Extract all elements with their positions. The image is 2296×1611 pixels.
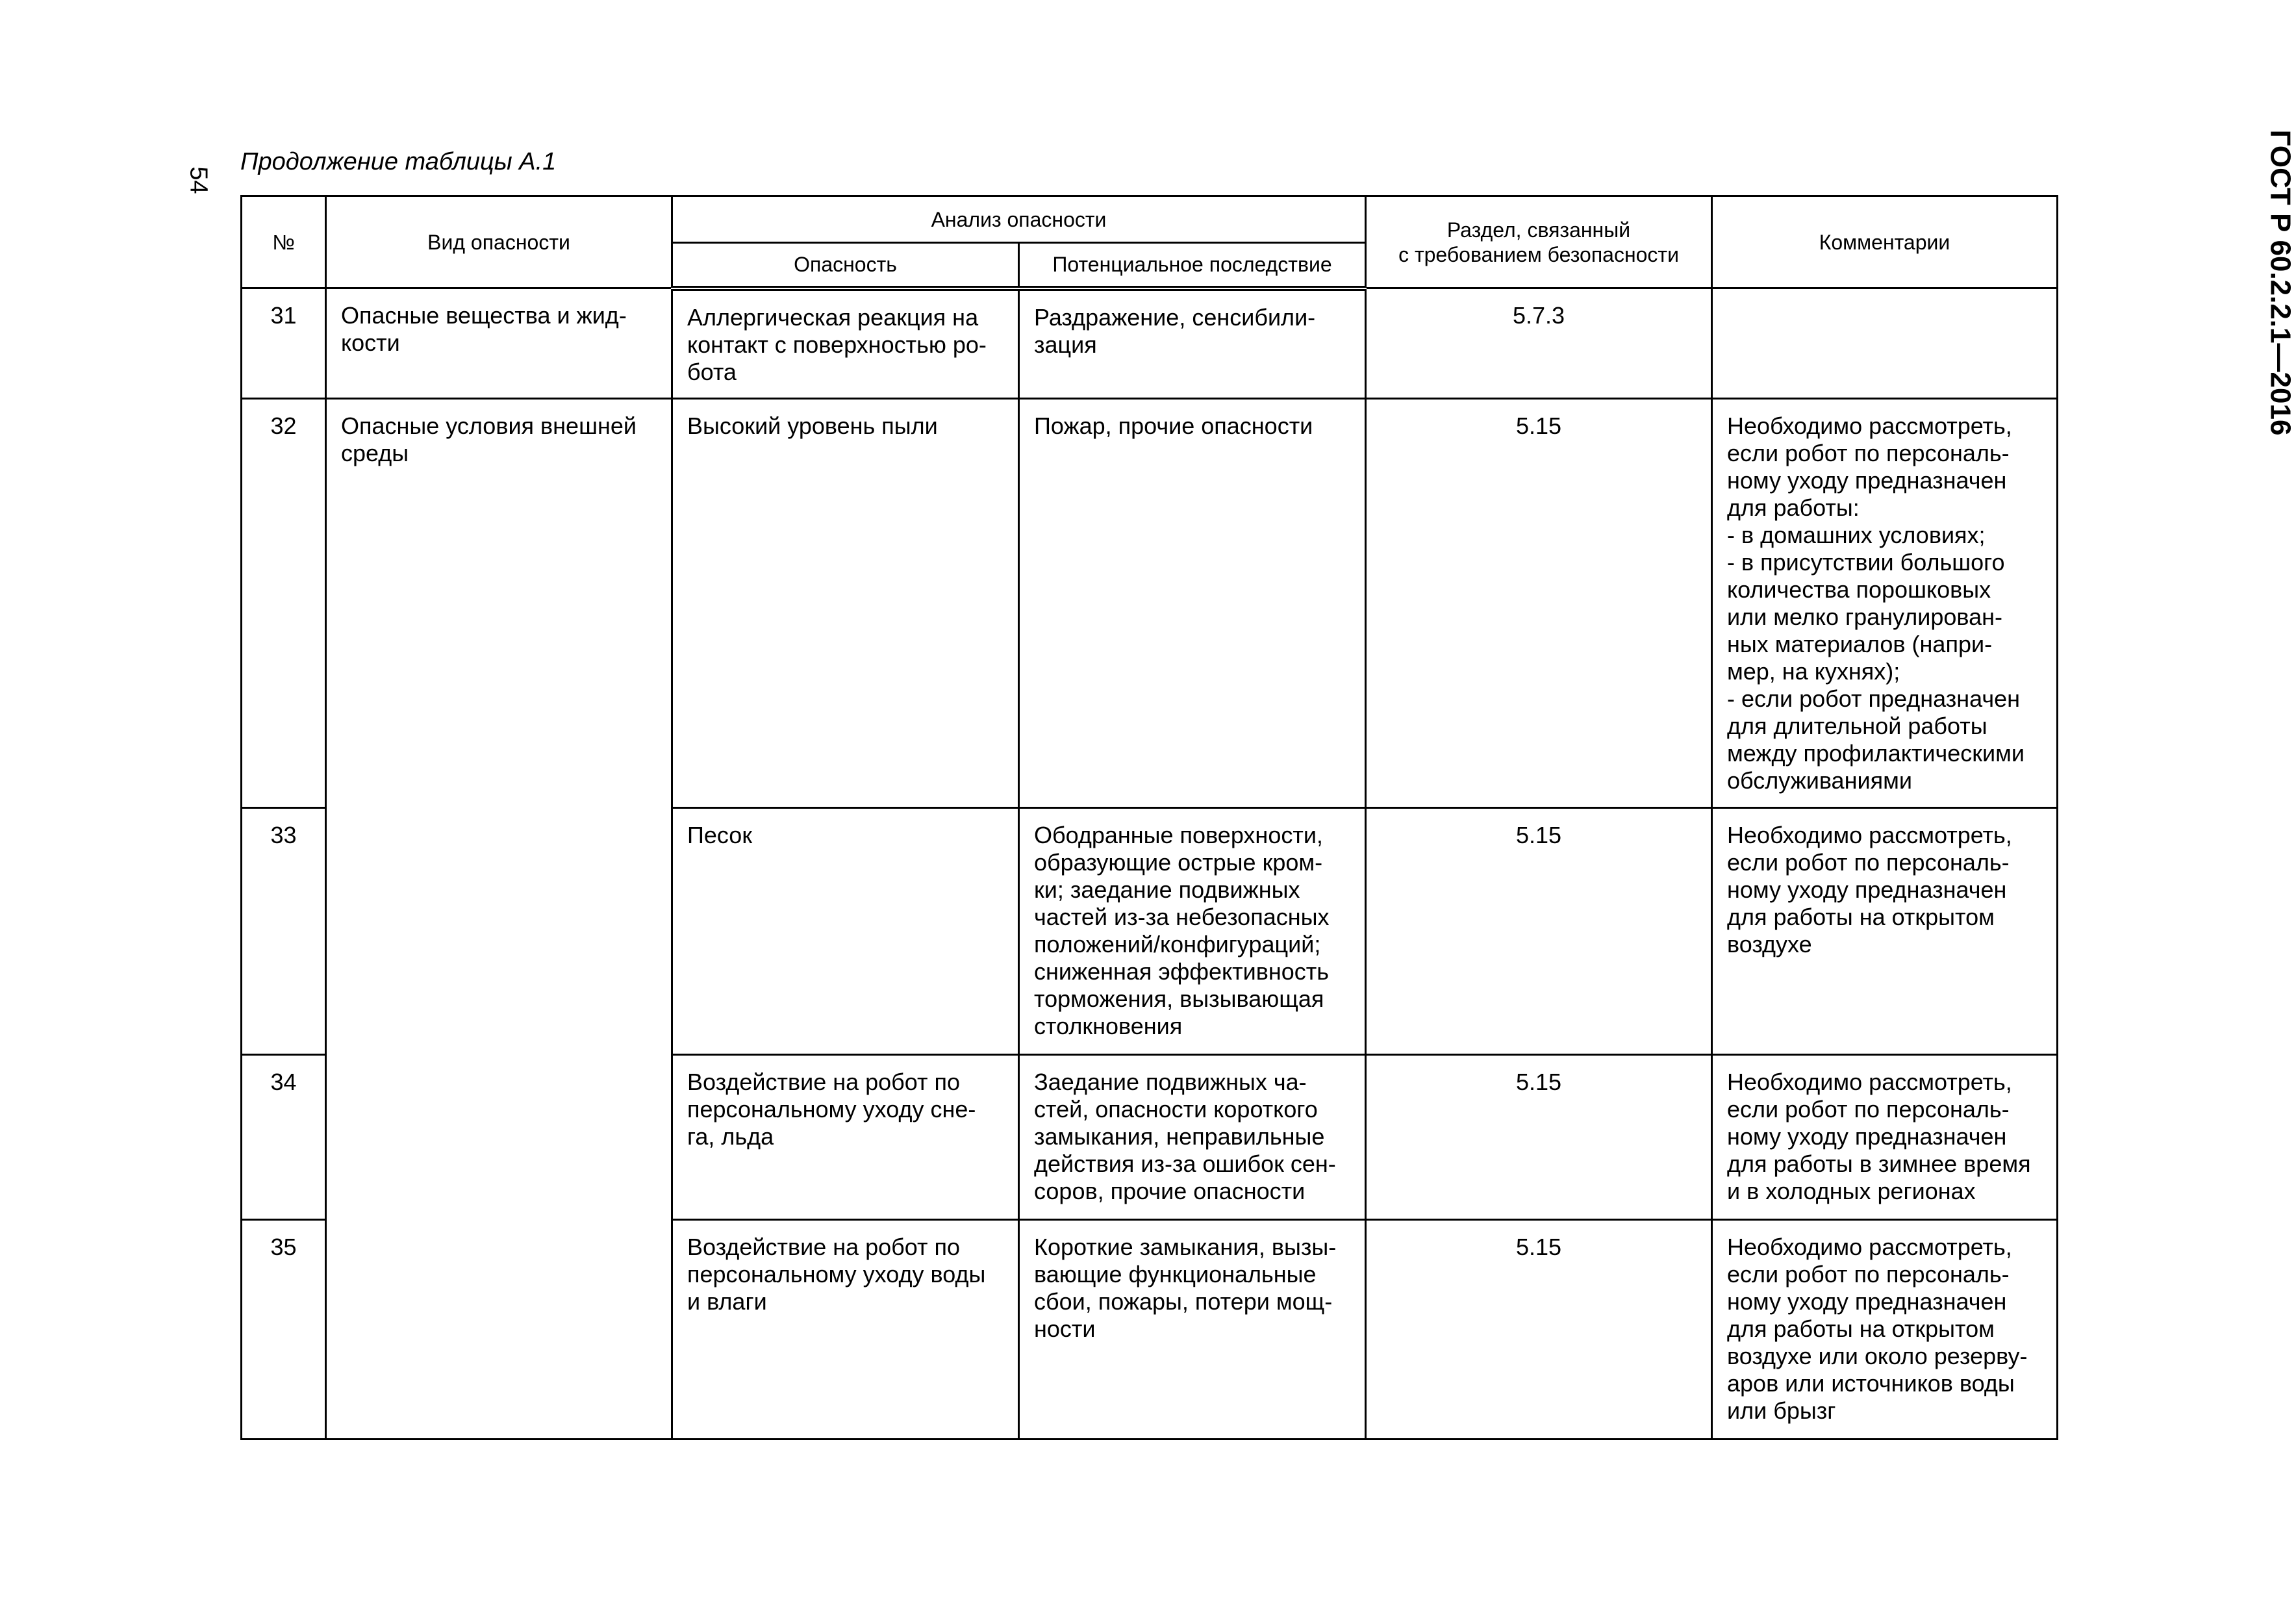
table-row (242, 288, 2058, 399)
table-header (242, 196, 2058, 288)
page-number: 54 (184, 166, 212, 194)
row-section: 5.15 (1366, 1220, 1712, 1440)
row-num: 35 (242, 1220, 326, 1440)
row-comments: Необходимо рассмотреть, если робот по персональ- ному уходу предназначен для работы на открытом воздухе (1712, 808, 2058, 1055)
row-hazard: Аллергическая реакция на контакт с поверхностью ро- бота (672, 288, 1019, 399)
row-comments: Необходимо рассмотреть, если робот по персональ- ному уходу предназначен для работы на открытом воздухе или около резерву- аров или источников воды или брызг (1712, 1220, 2058, 1440)
row-hazard: Воздействие на робот по персональному уходу воды и влаги (672, 1220, 1019, 1440)
table-continuation-title: Продолжение таблицы А.1 (240, 148, 557, 175)
row-consequence: Пожар, прочие опасности (1019, 399, 1366, 808)
header-analysis: Анализ опасности (672, 196, 1366, 243)
table-body (242, 288, 2058, 1440)
standard-code: ГОСТ Р 60.2.2.1—2016 (2264, 129, 2296, 436)
row-comments: Необходимо рассмотреть, если робот по персональ- ному уходу предназначен для работы в зимнее время и в холодных регионах (1712, 1055, 2058, 1220)
row-hazard: Высокий уровень пыли (672, 399, 1019, 808)
row-consequence: Короткие замыкания, вызы- вающие функциональные сбои, пожары, потери мощ- ности (1019, 1220, 1366, 1440)
row-comments (1712, 288, 2058, 399)
row-consequence: Ободранные поверхности, образующие острые кром- ки; заедание подвижных частей из-за небезопасных положений/конфигураций; сниженная эффективность торможения, вызывающая столкновения (1019, 808, 1366, 1055)
header-num: № (242, 196, 326, 288)
header-section: Раздел, связанный с требованием безопасности (1366, 196, 1712, 288)
table-row (242, 399, 2058, 808)
row-num: 33 (242, 808, 326, 1055)
row-num: 31 (242, 288, 326, 399)
row-consequence: Раздражение, сенсибили- зация (1019, 288, 1366, 399)
row-num: 32 (242, 399, 326, 808)
row-hazard-type: Опасные вещества и жид- кости (326, 288, 672, 399)
header-comments: Комментарии (1712, 196, 2058, 288)
row-section: 5.7.3 (1366, 288, 1712, 399)
header-consequence: Потенциальное последствие (1019, 243, 1366, 288)
row-hazard-type: Опасные условия внешней среды (326, 399, 672, 1440)
row-section: 5.15 (1366, 1055, 1712, 1220)
row-section: 5.15 (1366, 808, 1712, 1055)
row-comments: Необходимо рассмотреть, если робот по персональ- ному уходу предназначен для работы: - в домашних условиях; - в присутствии большого количества порошковых или мелко гранулирован- ных материалов (напри- мер, на кухнях); - если робот предназначен для длительной работы между профилактическими обслуживаниями (1712, 399, 2058, 808)
hazard-analysis-table (240, 195, 2058, 1440)
row-consequence: Заедание подвижных ча- стей, опасности короткого замыкания, неправильные действия из-за ошибок сен- соров, прочие опасности (1019, 1055, 1366, 1220)
header-hazard-type: Вид опасности (326, 196, 672, 288)
row-hazard: Воздействие на робот по персональному уходу сне- га, льда (672, 1055, 1019, 1220)
row-num: 34 (242, 1055, 326, 1220)
row-section: 5.15 (1366, 399, 1712, 808)
header-hazard: Опасность (672, 243, 1019, 288)
row-hazard: Песок (672, 808, 1019, 1055)
